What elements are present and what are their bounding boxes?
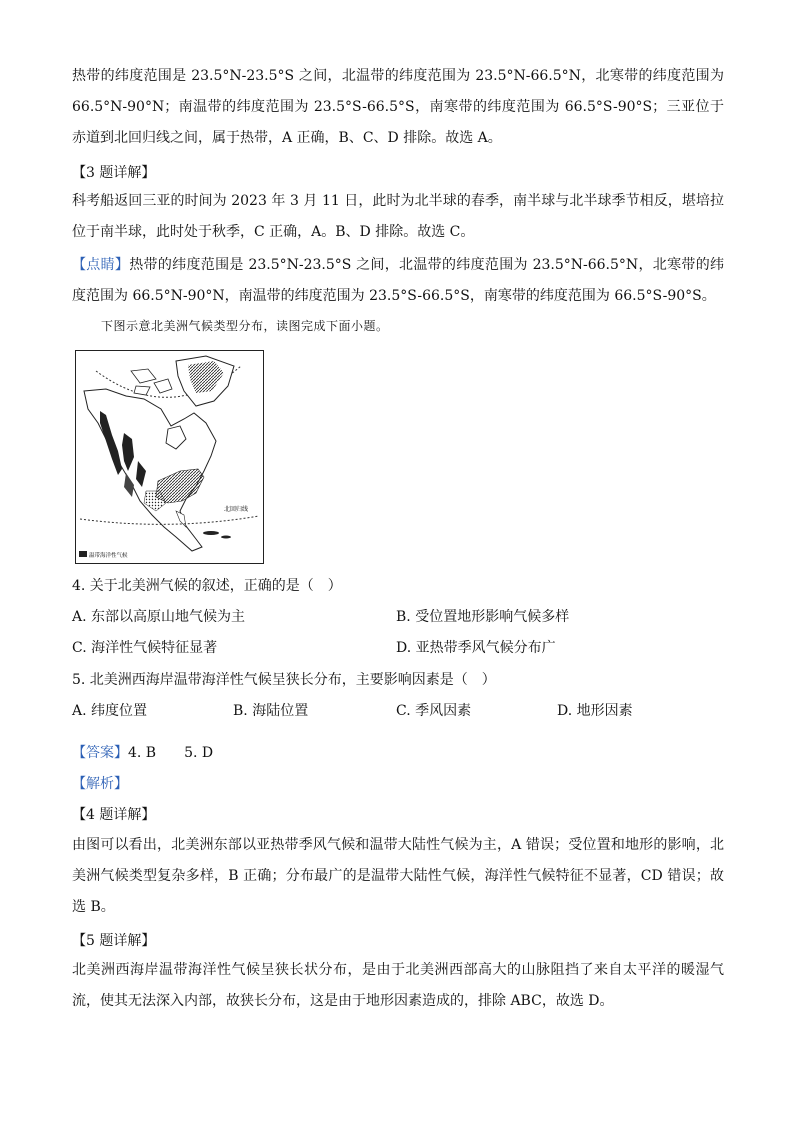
q3-analysis-text: 科考船返回三亚的时间为 2023 年 3 月 11 日，此时为北半球的春季，南半球与北半球季节相反，堪培拉位于南半球，此时处于秋季，C 正确，A。B、D 排除。故选 C。 [72,193,724,240]
analysis-label: 【解析】 [72,776,128,792]
q4-analysis-text: 由图可以看出，北美洲东部以亚热带季风气候和温带大陆性气候为主，A 错误；受位置和地形的影响，北美洲气候类型复杂多样，B 正确；分布最广的是温带大陆性气候，海洋性气候特征不显著，CD 错误；故选 B。 [72,837,724,915]
answer-text: 4. B 5. D [128,745,214,761]
answer-line [72,743,213,763]
q4-header: 【4 题详解】 [72,807,156,823]
q5-analysis-paragraph [72,955,724,1017]
map-drawing [76,351,263,563]
q3-header: 【3 题详解】 [72,165,156,181]
q5-stem: 5. 北美洲西海岸温带海洋性气候呈狭长分布，主要影响因素是（ ） [72,672,496,688]
figure-intro: 下图示意北美洲气候类型分布，读图完成下面小题。 [101,319,389,333]
tip-paragraph [72,250,724,312]
map-legend-label: 温带海洋性气候 [89,553,128,559]
q5-option-b[interactable]: B. 海陆位置 [233,703,309,719]
q5-header: 【5 题详解】 [72,933,156,949]
q4-analysis-paragraph [72,830,724,923]
q4-option-a[interactable]: A. 东部以高原山地气候为主 [72,609,246,625]
q2-analysis-paragraph [72,61,724,154]
north-america-climate-map [75,350,264,564]
answer-label: 【答案】 [72,745,128,761]
q4-stem: 4. 关于北美洲气候的叙述，正确的是（ ） [72,578,342,594]
tip-text: 热带的纬度范围是 23.5°N-23.5°S 之间，北温带的纬度范围为 23.5°N-66.5°N，北寒带的纬度范围为 66.5°N-90°N，南温带的纬度范围为 23.5°S-66.5°S，南寒带的纬度范围为 66.5°S-90°S。 [72,257,724,304]
q4-option-b[interactable]: B. 受位置地形影响气候多样 [396,609,570,625]
q5-analysis-text: 北美洲西海岸温带海洋性气候呈狭长状分布，是由于北美洲西部高大的山脉阻挡了来自太平洋的暖湿气流，使其无法深入内部，故狭长分布，这是由于地形因素造成的，排除 ABC，故选 D。 [72,962,724,1009]
q3-analysis-paragraph [72,186,724,248]
q4-option-c[interactable]: C. 海洋性气候特征显著 [72,640,218,656]
q5-option-a[interactable]: A. 纬度位置 [72,703,148,719]
map-label-tropic: 北回归线 [224,507,249,513]
q4-option-d[interactable]: D. 亚热带季风气候分布广 [396,640,556,656]
q2-analysis-text: 热带的纬度范围是 23.5°N-23.5°S 之间，北温带的纬度范围为 23.5°N-66.5°N，北寒带的纬度范围为 66.5°N-90°N；南温带的纬度范围为 23.5°S-66.5°S，南寒带的纬度范围为 66.5°S-90°S；三亚位于赤道到北回归线之间，属于热带，A 正确，B、C、D 排除。故选 A。 [72,68,724,146]
q5-option-c[interactable]: C. 季风因素 [396,703,472,719]
q5-option-d[interactable]: D. 地形因素 [557,703,633,719]
tip-label: 【点睛】 [72,257,130,273]
